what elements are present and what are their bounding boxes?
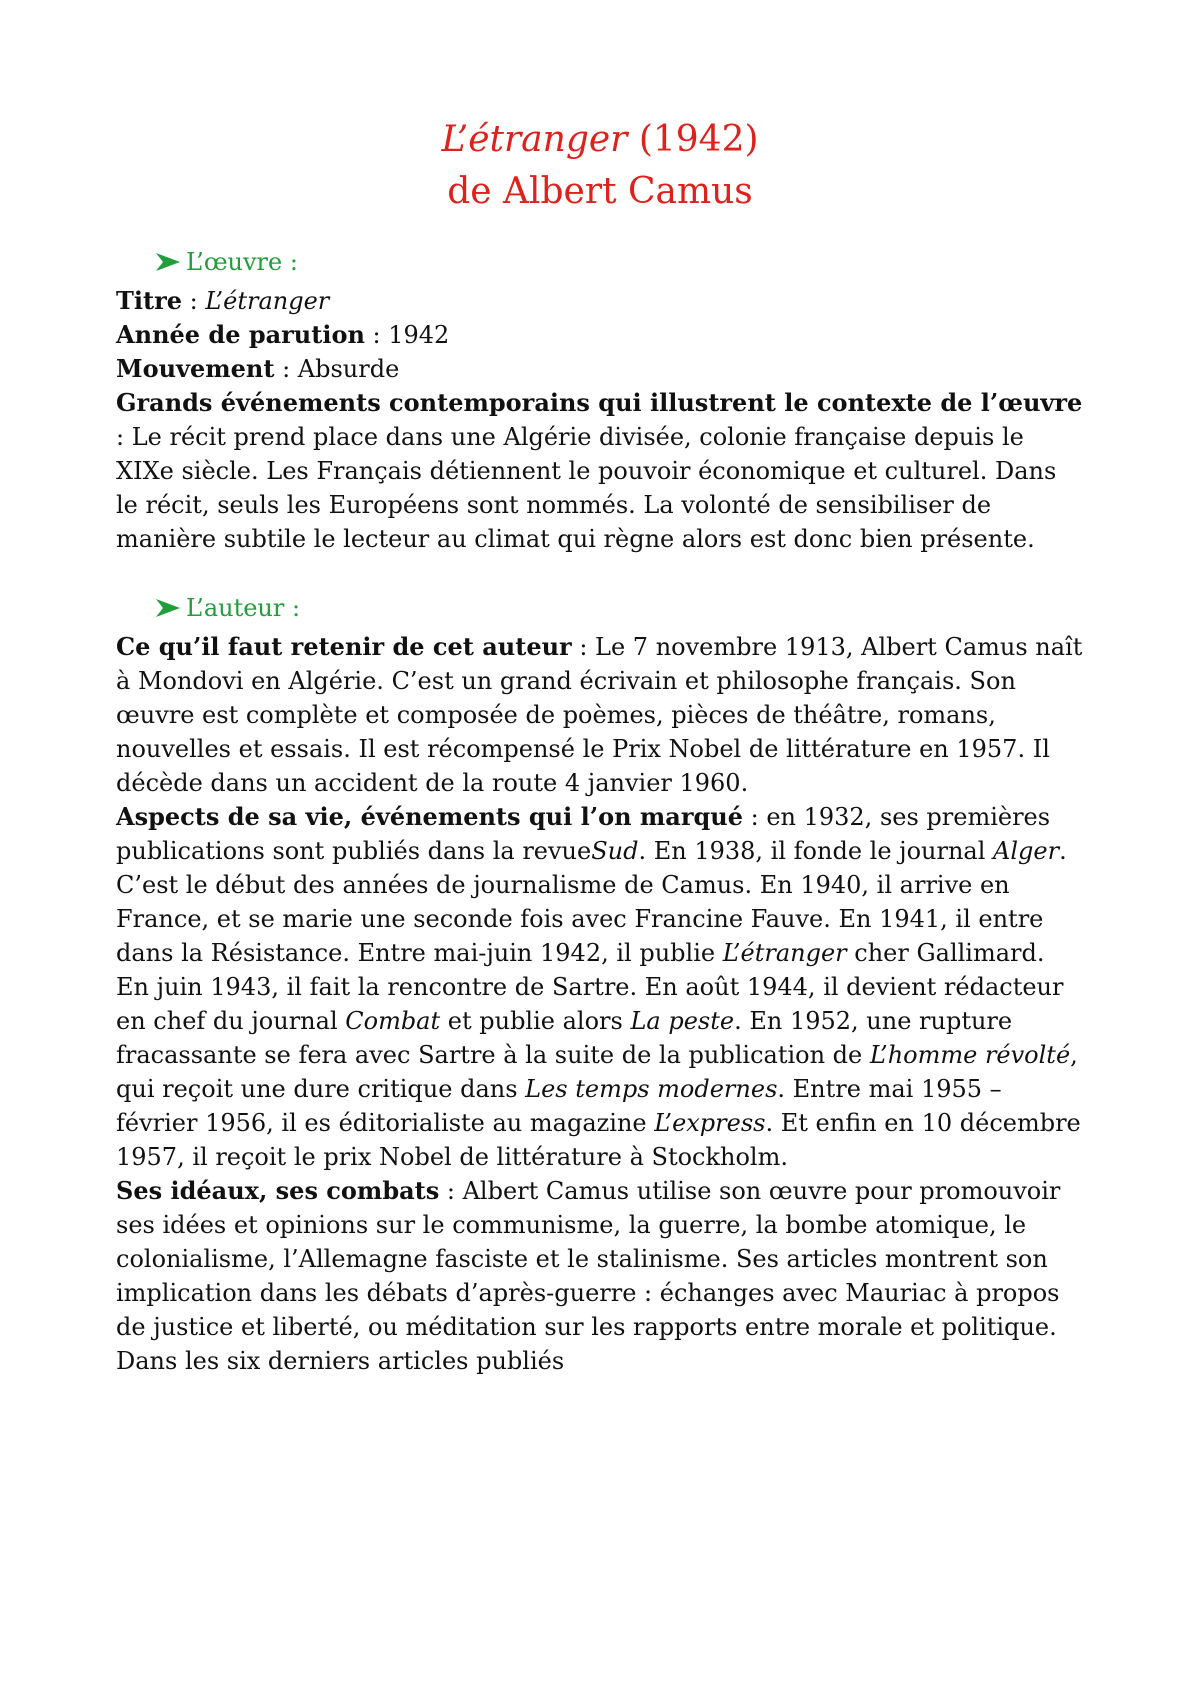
field-vie — [116, 800, 1084, 1174]
field-text: et publie alors — [440, 1007, 631, 1035]
field-value: Albert Camus utilise son œuvre pour promouvoir ses idées et opinions sur le communisme, la guerre, la bombe atomique, le colonialisme, l’Allemagne fasciste et le stalinisme. Ses articles montrent son implication dans les débats d’après-guerre : échanges avec Mauriac à propos de justice et liberté, ou méditation sur les rapports entre morale et politique. Dans les six derniers articles publiés — [116, 1177, 1061, 1375]
field-italic: La peste — [630, 1007, 735, 1035]
field-separator: : — [364, 321, 389, 349]
field-text: . En 1938, il fonde le journal — [638, 837, 994, 865]
field-label: Ce qu’il faut retenir de cet auteur — [116, 632, 572, 661]
field-italic: L’homme révolté — [869, 1041, 1071, 1069]
field-text: cher Gallimard. En juin 1943, il fait la rencontre de Sartre. En août 1944, il devient rédacteur en chef du journal — [116, 939, 1064, 1035]
title-line-work — [116, 114, 1084, 166]
field-separator: : — [439, 1177, 463, 1205]
field-separator: : — [181, 287, 206, 315]
field-label: Titre — [116, 286, 182, 315]
field-italic: L’express — [654, 1109, 766, 1137]
field-text: . C’est le début des années de journalisme de Camus. En 1940, il arrive en France, et se marie une seconde fois avec Francine Fauve. En 1941, il entre dans la Résistance. Entre mai-juin 1942, il publie — [116, 837, 1067, 967]
title-byline: de Albert Camus — [447, 171, 753, 212]
field-label: Grands événements contemporains qui illustrent le contexte de l’œuvre — [116, 388, 1083, 417]
title-work: L’étranger — [441, 119, 628, 160]
field-text: . Et enfin en 10 décembre 1957, il reçoit le prix Nobel de littérature à Stockholm. — [116, 1109, 1081, 1171]
field-text: . En 1952, une rupture fracassante se fera avec Sartre à la suite de la publication de — [116, 1007, 1013, 1069]
field-mouvement — [116, 352, 1084, 386]
field-label: Ses idéaux, ses combats — [116, 1176, 440, 1205]
field-label: Année de parution — [116, 320, 365, 349]
field-italic: Sud — [591, 837, 639, 865]
field-titre — [116, 284, 1084, 318]
field-label: Mouvement — [116, 354, 275, 383]
field-separator: : — [742, 803, 767, 831]
title-year: (1942) — [627, 119, 759, 160]
field-text: , qui reçoit une dure critique dans — [116, 1041, 1078, 1103]
field-value: Absurde — [297, 355, 400, 383]
field-value: Le 7 novembre 1913, Albert Camus naît à Mondovi en Algérie. C’est un grand écrivain et philosophe français. Son œuvre est complète et composée de poèmes, pièces de théâtre, romans, nouvelles et essais. Il est récompensé le Prix Nobel de littérature en 1957. Il décède dans un accident de la route 4 janvier 1960. — [116, 633, 1083, 797]
field-separator: : — [571, 633, 596, 661]
field-separator: : — [274, 355, 298, 383]
section-heading-label: L’auteur : — [186, 594, 301, 622]
field-text: en 1932, ses premières publications sont publiés dans la revue — [116, 803, 1051, 865]
field-text: . Entre mai 1955 – février 1956, il es éditorialiste au magazine — [116, 1075, 1002, 1137]
field-evenements — [116, 386, 1084, 556]
arrow-right-icon — [154, 597, 182, 619]
section-heading-auteur — [154, 586, 1084, 630]
field-italic: L’étranger — [722, 939, 847, 967]
field-retenir — [116, 630, 1084, 800]
section-heading-oeuvre — [154, 240, 1084, 284]
section-heading-label: L’œuvre : — [186, 248, 298, 276]
field-value: Le récit prend place dans une Algérie divisée, colonie française depuis le XIXe siècle. Les Français détiennent le pouvoir économique et culturel. Dans le récit, seuls les Européens sont nommés. La volonté de sensibiliser de manière subtile le lecteur au climat qui règne alors est donc bien présente. — [116, 423, 1057, 553]
field-italic: Alger — [993, 837, 1060, 865]
document-title — [116, 0, 1084, 218]
field-label: Aspects de sa vie, événements qui l’on marqué — [116, 802, 743, 831]
field-italic: Combat — [345, 1007, 441, 1035]
field-italic: Les temps modernes — [525, 1075, 778, 1103]
field-value: L’étranger — [205, 287, 330, 315]
field-value: 1942 — [388, 321, 450, 349]
field-ideaux — [116, 1174, 1084, 1378]
field-annee — [116, 318, 1084, 352]
arrow-right-icon — [154, 251, 182, 273]
field-separator: : — [116, 423, 132, 451]
